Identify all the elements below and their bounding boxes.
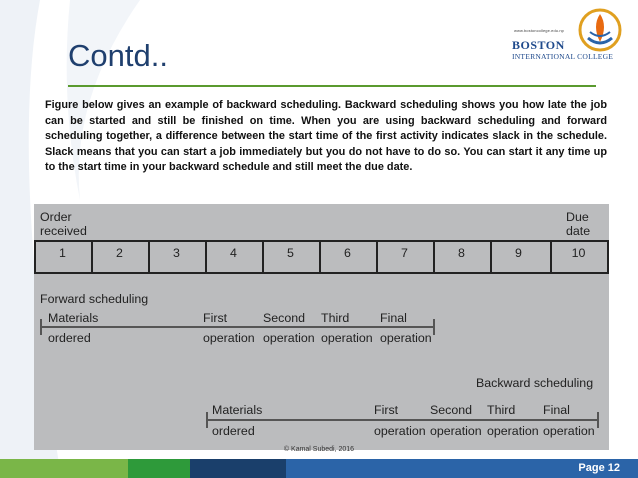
backward-bar-start-cap	[206, 412, 208, 428]
backward-third-line2: operation	[487, 424, 539, 438]
body-paragraph: Figure below gives an example of backward scheduling. Backward scheduling shows you how late the job can be started and still be finished on time. When you are using backward scheduling and forward scheduling together, a difference between the start time of the first activity indicates slack in the schedule. Slack means that you can start a job immediately but you do not have to do so. You can start it any time up to the start time in your backward schedule and still meet the due date.	[45, 99, 607, 174]
timeline	[34, 240, 609, 274]
logo-subtitle: INTERNATIONAL COLLEGE	[512, 52, 614, 61]
timeline-cell-1: 1	[59, 246, 66, 260]
backward-bar	[207, 419, 598, 421]
forward-final-line1: Final	[380, 311, 407, 325]
forward-scheduling-label: Forward scheduling	[40, 292, 149, 306]
backward-scheduling-label: Backward scheduling	[476, 376, 594, 390]
due-date-line2: date	[566, 224, 591, 238]
order-received-line1: Order	[40, 210, 72, 224]
backward-first-line1: First	[374, 403, 399, 417]
forward-first-line2: operation	[203, 331, 255, 345]
forward-second-line1: Second	[263, 311, 306, 325]
forward-third-line1: Third	[321, 311, 350, 325]
backward-final-line2: operation	[543, 424, 595, 438]
forward-materials-line2: ordered	[48, 331, 91, 345]
logo-url: www.bostoncollege.edu.np	[514, 28, 564, 33]
forward-third-line2: operation	[321, 331, 373, 345]
footer-segment	[286, 459, 370, 478]
forward-second-line2: operation	[263, 331, 315, 345]
page-number: Page 12	[578, 462, 620, 474]
footer-color-bar	[0, 459, 638, 478]
timeline-cell-7: 7	[401, 246, 408, 260]
forward-bar-end-cap	[433, 319, 435, 335]
forward-first-line1: First	[203, 311, 228, 325]
timeline-tick	[607, 242, 609, 272]
backward-materials-line2: ordered	[212, 424, 255, 438]
backward-final-line1: Final	[543, 403, 570, 417]
copyright-notice: © Kamal Subedi, 2016	[283, 446, 355, 453]
slide-title: Contd..	[68, 38, 168, 73]
timeline-cell-5: 5	[287, 246, 294, 260]
forward-final-line2: operation	[380, 331, 432, 345]
scheduling-diagram	[34, 204, 609, 450]
footer-segment	[128, 459, 190, 478]
order-received-line2: received	[40, 224, 87, 238]
logo-name: BOSTON	[512, 38, 565, 52]
college-emblem-icon	[570, 8, 624, 52]
timeline-cell-10: 10	[571, 246, 586, 260]
backward-bar-end-cap	[597, 412, 599, 428]
college-logo	[506, 8, 634, 68]
forward-materials-line1: Materials	[48, 311, 99, 325]
timeline-cell-2: 2	[116, 246, 123, 260]
timeline-cell-4: 4	[230, 246, 237, 260]
forward-bar-start-cap	[40, 319, 42, 335]
backward-first-line2: operation	[374, 424, 426, 438]
forward-bar	[41, 326, 435, 328]
timeline-cell-9: 9	[515, 246, 522, 260]
due-date-line1: Due	[566, 210, 589, 224]
footer-segment	[0, 459, 128, 478]
footer-segment	[190, 459, 286, 478]
title-divider	[68, 85, 596, 87]
backward-second-line2: operation	[430, 424, 482, 438]
timeline-cell-8: 8	[458, 246, 465, 260]
backward-materials-line1: Materials	[212, 403, 263, 417]
backward-third-line1: Third	[487, 403, 516, 417]
backward-second-line1: Second	[430, 403, 473, 417]
timeline-cell-6: 6	[344, 246, 351, 260]
timeline-cell-3: 3	[173, 246, 180, 260]
